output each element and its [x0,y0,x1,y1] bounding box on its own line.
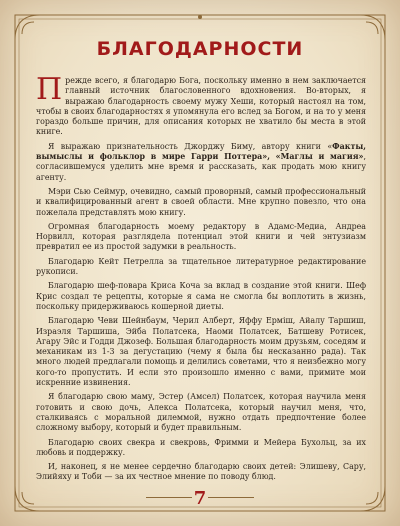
paragraph-10: И, наконец, я не менее сердечно благодарю своих детей: Элишеву, Сару, Элийяху и Тоби — за их честное мнение по поводу блюд. [36,462,366,482]
page-number: 7 [193,488,207,509]
corner-flourish-top-left [15,15,40,40]
paragraph-1-text: режде всего, я благодарю Бога, поскольку именно в нем заключается главный источник благословенного вдохновения. Во-вторых, я выражаю благодарность своему мужу Хеши, который настоял на том, чтобы в своих благодарностях я упомянула его вслед за Богом, и на то у меня гораздо больше причин, для описания которых не хватило бы места в этой книге. [36,76,366,137]
acknowledgements-text [36,72,366,487]
paragraph-5: Благодарю Кейт Петрелла за тщательное литературное редактирование рукописи. [36,256,366,277]
paragraph-4: Огромная благодарность моему редактору в Адамс-Медиа, Андреа Норвилл, которая разглядела потенциал этой книги и чей энтузиазм превратил ее из простой задумки в реальность. [36,221,366,252]
book-titles: Факты, вымыслы и фольклор в мире Гарри Поттера», «Маглы и магия» [36,141,366,162]
paragraph-8: Я благодарю свою маму, Эстер (Амсел) Полатсек, которая научила меня готовить и свою дочь, Алекса Полатсека, который научил меня, что, сталкиваясь с моральной дилеммой, нужно отдать предпочтение более сложному выбору, который и будет правильным. [36,392,366,433]
paragraph-9: Благодарю своих свекра и свекровь, Фримми и Мейера Бухольц, за их любовь и поддержку. [36,437,366,457]
corner-flourish-top-right [360,15,385,40]
paragraph-1 [36,72,366,138]
paragraph-7: Благодарю Чеви Шейнбаум, Черил Алберт, Яффу Ерміш, Айалу Таршиш, Израэля Таршиша, Эйба Полатсека, Наоми Полатсек, Батшеву Ротисек, Агару Эйс и Годди Джозеф. Большая благодарность моим друзьям, соседям и механикам из 1-3 за дегустацию (чему я была бы несказанно рада). Так много людей предлагали помощь и делились советами, что я неизбежно могу кого-то пропустить. И если это произошло именно с вами, примите мои искренние извинения. [36,316,366,388]
paragraph-2: Я выражаю признательность Джорджу Биму, автору книги «Факты, вымыслы и фольклор в мире Гарри Поттера», «Маглы и магия», согласившемуся уделить мне время и рассказать, как продать мою книгу агенту. [36,141,366,182]
paragraph-6: Благодарю шеф-повара Криса Коча за вклад в создание этой книги. Шеф Крис создал те рецепты, которые я сама не смогла бы воплотить в жизнь, поскольку придерживаюсь кошерной диеты. [36,281,366,311]
page-title: БЛАГОДАРНОСТИ [96,38,304,60]
paragraph-3: Мэри Сью Сеймур, очевидно, самый проворный, самый профессиональный и квалифицированный агент в своей области. Мне крупно повезло, что она пожелала представлять мою книгу. [36,186,366,217]
drop-cap: П [36,72,63,107]
page-number-ornament-right [208,497,254,498]
